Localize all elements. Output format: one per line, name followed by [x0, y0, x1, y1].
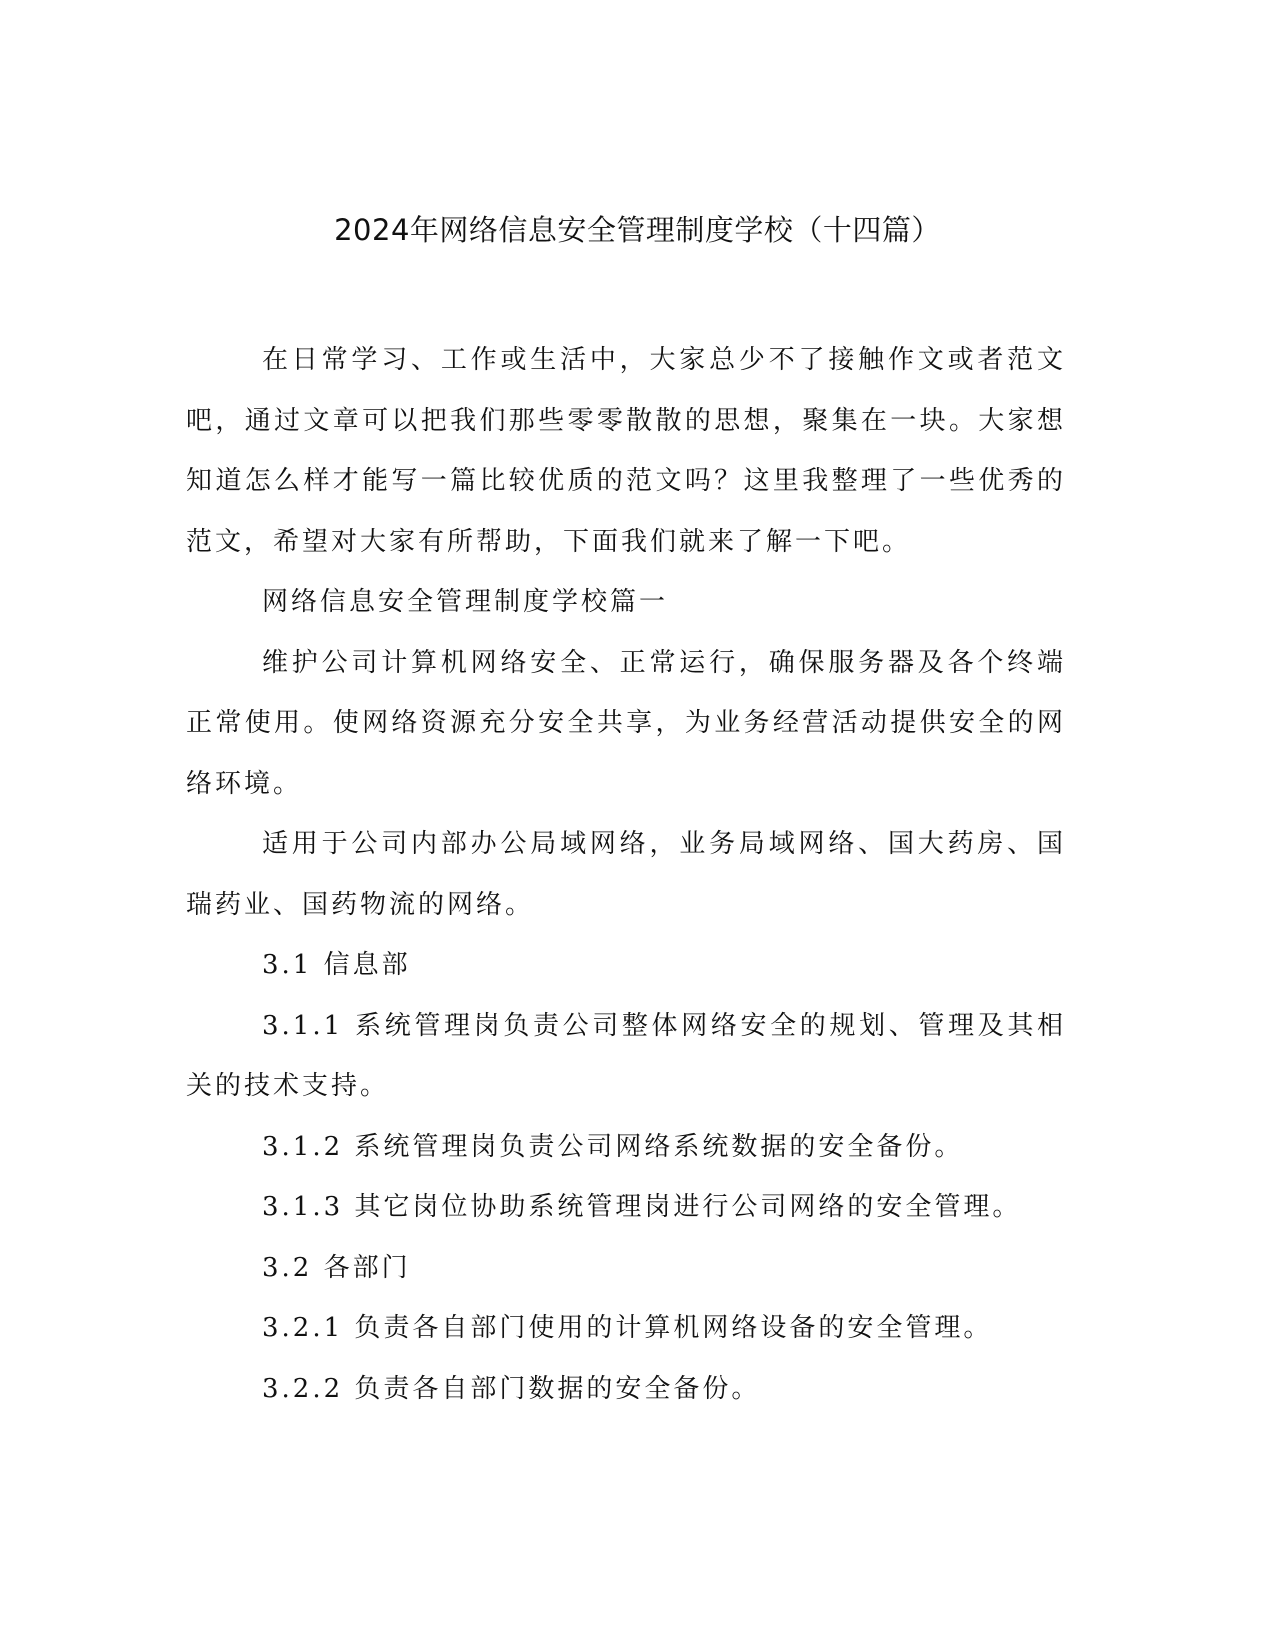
- document-body: [186, 330, 1066, 1419]
- document-title: 2024年网络信息安全管理制度学校（十四篇）: [334, 213, 941, 247]
- clause-3-2-2: 3.2.2 负责各自部门数据的安全备份。: [262, 1373, 761, 1404]
- paragraph-intro: 在日常学习、工作或生活中，大家总少不了接触作文或者范文吧，通过文章可以把我们那些零零散散的思想，聚集在一块。大家想知道怎么样才能写一篇比较优质的范文吗？这里我整理了一些优秀的范文，希望对大家有所帮助，下面我们就来了解一下吧。: [186, 345, 1066, 557]
- clause-3-2-heading: 3.2 各部门: [262, 1252, 411, 1283]
- clause-3-1-heading: 3.1 信息部: [262, 950, 411, 980]
- section-heading-part-one: 网络信息安全管理制度学校篇一: [262, 587, 669, 617]
- paragraph-purpose: 维护公司计算机网络安全、正常运行，确保服务器及各个终端正常使用。使网络资源充分安全共享，为业务经营活动提供安全的网络环境。: [186, 647, 1066, 799]
- clause-3-1-1: 3.1.1 系统管理岗负责公司整体网络安全的规划、管理及其相关的技术支持。: [186, 1010, 1066, 1101]
- paragraph-scope: 适用于公司内部办公局域网络，业务局域网络、国大药房、国瑞药业、国药物流的网络。: [186, 829, 1066, 920]
- clause-3-2-1: 3.2.1 负责各自部门使用的计算机网络设备的安全管理。: [262, 1313, 993, 1343]
- clause-3-1-2: 3.1.2 系统管理岗负责公司网络系统数据的安全备份。: [262, 1131, 964, 1162]
- clause-3-1-3: 3.1.3 其它岗位协助系统管理岗进行公司网络的安全管理。: [262, 1192, 1022, 1222]
